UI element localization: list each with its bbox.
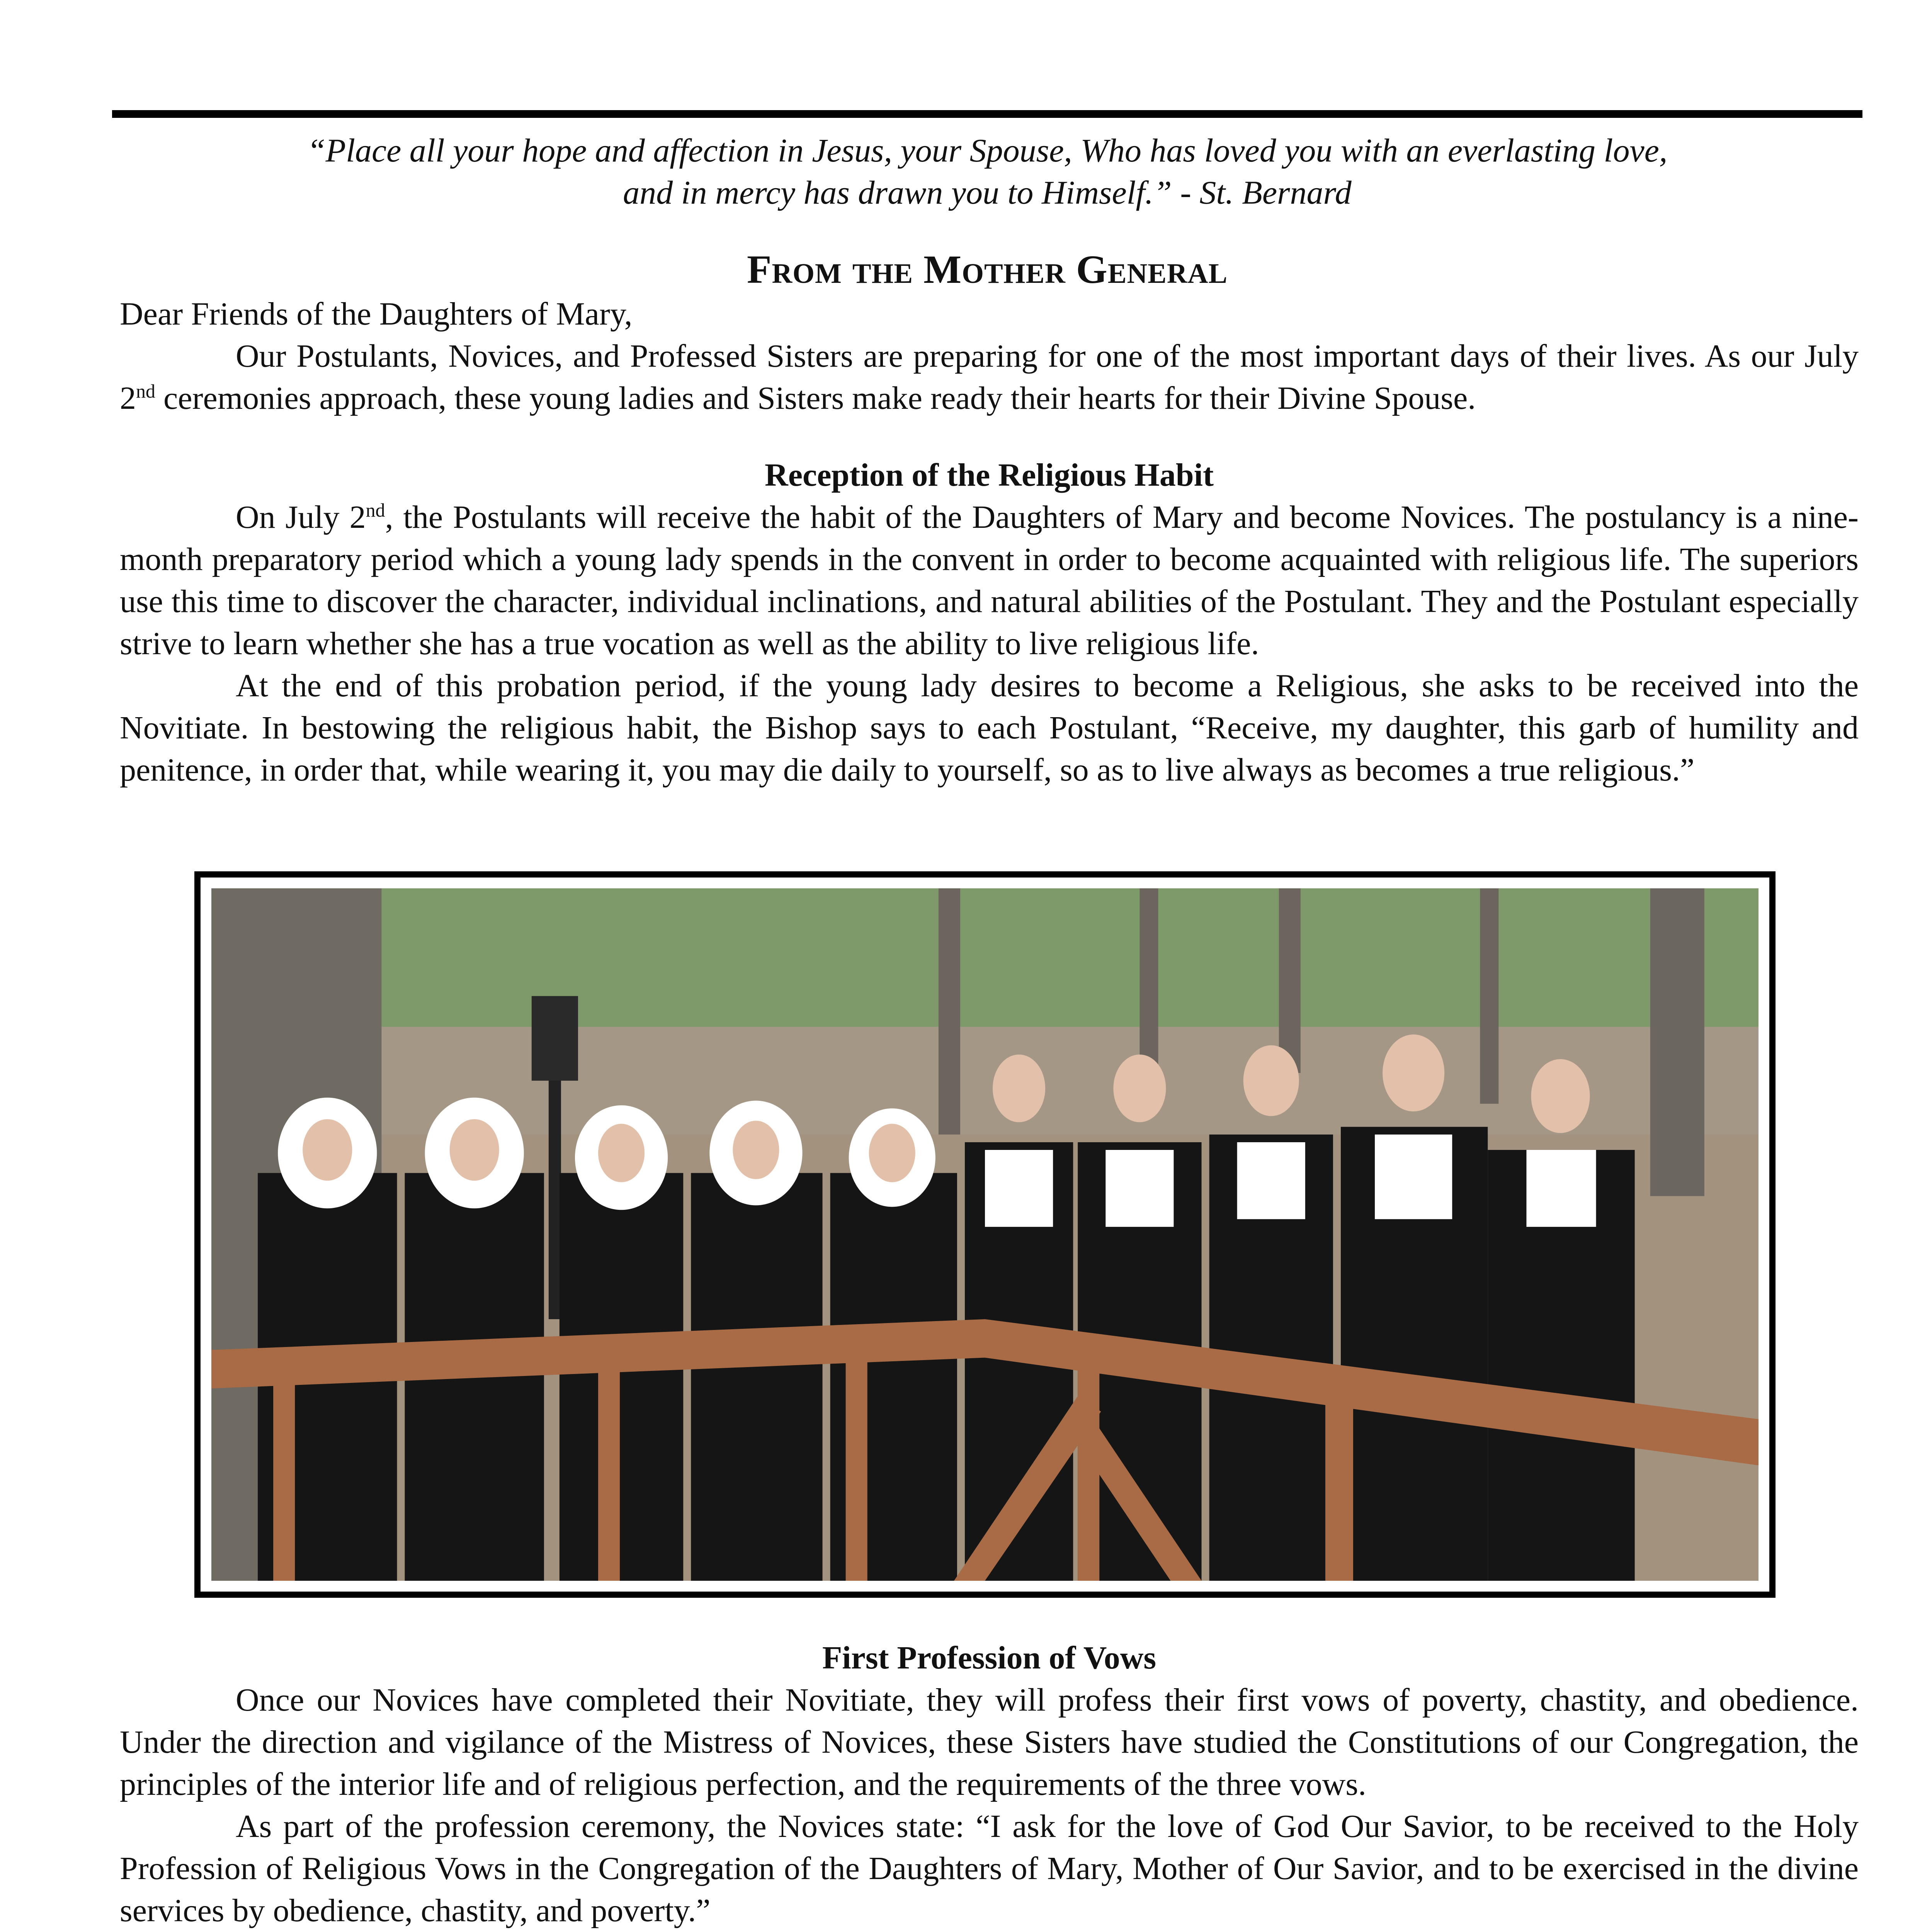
quote-line-2: and in mercy has drawn you to Himself.” - St. Bernard [623, 174, 1352, 211]
reception-paragraph-2: At the end of this probation period, if the young lady desires to become a Religious, she asks to be received into the Novitiate. In bestowing the religious habit, the Bishop says to each Postulant, “Receive, my daughter, this garb of humility and penitence, in order that, while wearing it, you may die daily to yourself, so as to live always as becomes a true religious.” [120, 668, 1859, 788]
first-profession-section [120, 1637, 1859, 1932]
epigraph-quote [112, 129, 1862, 214]
top-rule [112, 110, 1862, 118]
intro-section [120, 293, 1859, 419]
quote-line-1: “Place all your hope and affection in Jesus, your Spouse, Who has loved you with an everlasting love, [307, 132, 1668, 169]
photo-illustration [211, 888, 1759, 1581]
section-heading-first-profession: First Profession of Vows [822, 1640, 1156, 1676]
reception-section [120, 454, 1859, 791]
salutation: Dear Friends of the Daughters of Mary, [120, 296, 633, 332]
intro-paragraph: Our Postulants, Novices, and Professed Sisters are preparing for one of the most important days of their lives. As our July 2nd ceremonies approach, these young ladies and Sisters make ready their hearts for their Divine Spouse. [120, 338, 1859, 416]
group-photo-frame [194, 871, 1776, 1598]
first-profession-paragraph-1: Once our Novices have completed their Novitiate, they will profess their first vows of poverty, chastity, and obedience. Under the direction and vigilance of the Mistress of Novices, these Sisters have studied the Constitutions of our Congregation, the principles of the interior life and of religious perfection, and the requirements of the three vows. [120, 1682, 1859, 1802]
reception-paragraph-1: On July 2nd, the Postulants will receive the habit of the Daughters of Mary and become Novices. The postulancy is a nine-month preparatory period which a young lady spends in the convent in order to become acquainted with religious life. The superiors use this time to discover the character, individual inclinations, and natural abilities of the Postulant. They and the Postulant especially strive to learn whether she has a true vocation as well as the ability to live religious life. [120, 499, 1859, 662]
first-profession-paragraph-2: As part of the profession ceremony, the Novices state: “I ask for the love of God Our Savior, to be received to the Holy Profession of Religious Vows in the Congregation of the Daughters of Mary, Mother of Our Savior, and to be exercised in the divine services by obedience, chastity, and poverty.” [120, 1808, 1859, 1929]
page-title: From the Mother General [747, 247, 1228, 292]
section-heading-reception: Reception of the Religious Habit [765, 457, 1214, 493]
group-photo [211, 888, 1759, 1581]
